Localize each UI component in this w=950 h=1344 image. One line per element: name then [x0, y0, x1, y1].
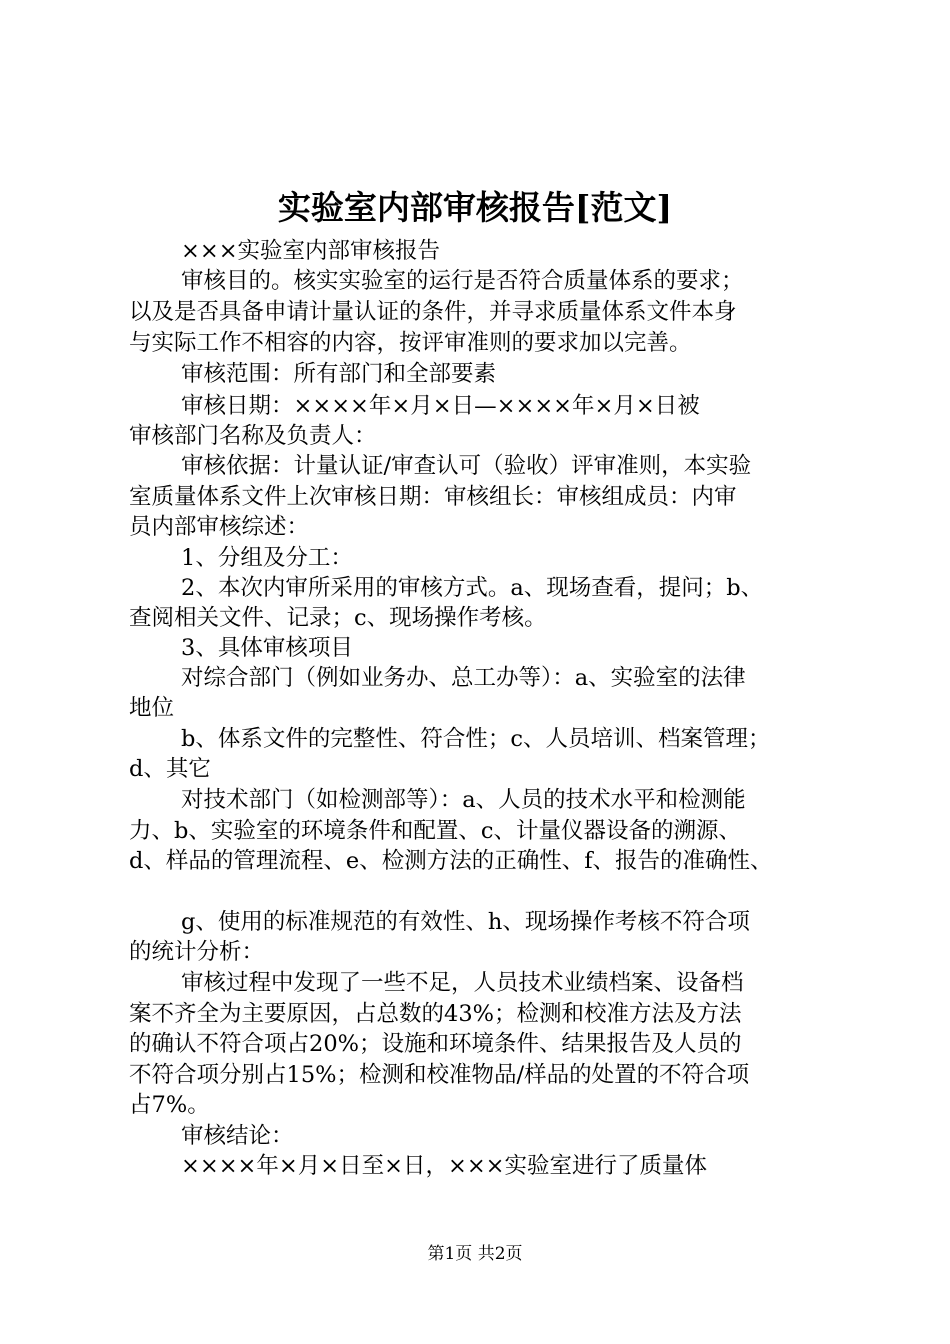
paragraph-line: 以及是否具备申请计量认证的条件，并寻求质量体系文件本身 [129, 299, 737, 325]
paragraph-line: b、体系文件的完整性、符合性；c、人员培训、档案管理； [181, 726, 771, 752]
paragraph-line: 审核过程中发现了一些不足，人员技术业绩档案、设备档 [181, 970, 744, 996]
paragraph-line: 案不齐全为主要原因，占总数的43%；检测和校准方法及方法 [129, 1001, 742, 1027]
paragraph-line: 员内部审核综述： [129, 514, 310, 540]
paragraph-line: 审核目的。核实实验室的运行是否符合质量体系的要求； [181, 268, 744, 294]
paragraph-line: 对技术部门（如检测部等）：a、人员的技术水平和检测能 [181, 787, 746, 813]
paragraph-line: 力、b、实验室的环境条件和配置、c、计量仪器设备的溯源、 [129, 818, 742, 844]
document-title: 实验室内部审核报告[范文] [277, 188, 673, 227]
paragraph-line: 审核日期：××××年×月×日—××××年×月×日被 [181, 393, 700, 419]
paragraph-line: 室质量体系文件上次审核日期：审核组长：审核组成员：内审 [129, 484, 737, 510]
paragraph-line: 审核范围：所有部门和全部要素 [181, 361, 497, 387]
list-item: 2、本次内审所采用的审核方式。a、现场查看，提问；b、 [181, 575, 764, 601]
paragraph-line: ××××年×月×日至×日，×××实验室进行了质量体 [181, 1153, 708, 1179]
paragraph-line: 地位 [129, 695, 175, 721]
paragraph-line: 查阅相关文件、记录；c、现场操作考核。 [129, 605, 547, 631]
section-heading: 审核结论： [181, 1123, 294, 1149]
paragraph-line: 不符合项分别占15%；检测和校准物品/样品的处置的不符合项 [129, 1062, 750, 1088]
paragraph-line: 审核部门名称及负责人： [129, 423, 377, 449]
page-footer: 第1页 共2页 [427, 1244, 523, 1264]
paragraph-line: 与实际工作不相容的内容，按评审准则的要求加以完善。 [129, 330, 692, 356]
list-item: 3、具体审核项目 [181, 635, 353, 661]
paragraph-line: g、使用的标准规范的有效性、h、现场操作考核不符合项 [181, 909, 750, 935]
paragraph-line: 对综合部门（例如业务办、总工办等）：a、实验室的法律 [181, 665, 746, 691]
report-subtitle: ×××实验室内部审核报告 [181, 238, 441, 264]
paragraph-line: 的统计分析： [129, 939, 265, 965]
paragraph-line: 占7%。 [129, 1092, 210, 1118]
paragraph-line: d、其它 [129, 756, 211, 782]
paragraph-line: 的确认不符合项占20%；设施和环境条件、结果报告及人员的 [129, 1031, 742, 1057]
list-item: 1、分组及分工： [181, 545, 353, 571]
paragraph-line: d、样品的管理流程、e、检测方法的正确性、f、报告的准确性、 [129, 848, 773, 874]
paragraph-line: 审核依据：计量认证/审查认可（验收）评审准则，本实验 [181, 453, 752, 479]
